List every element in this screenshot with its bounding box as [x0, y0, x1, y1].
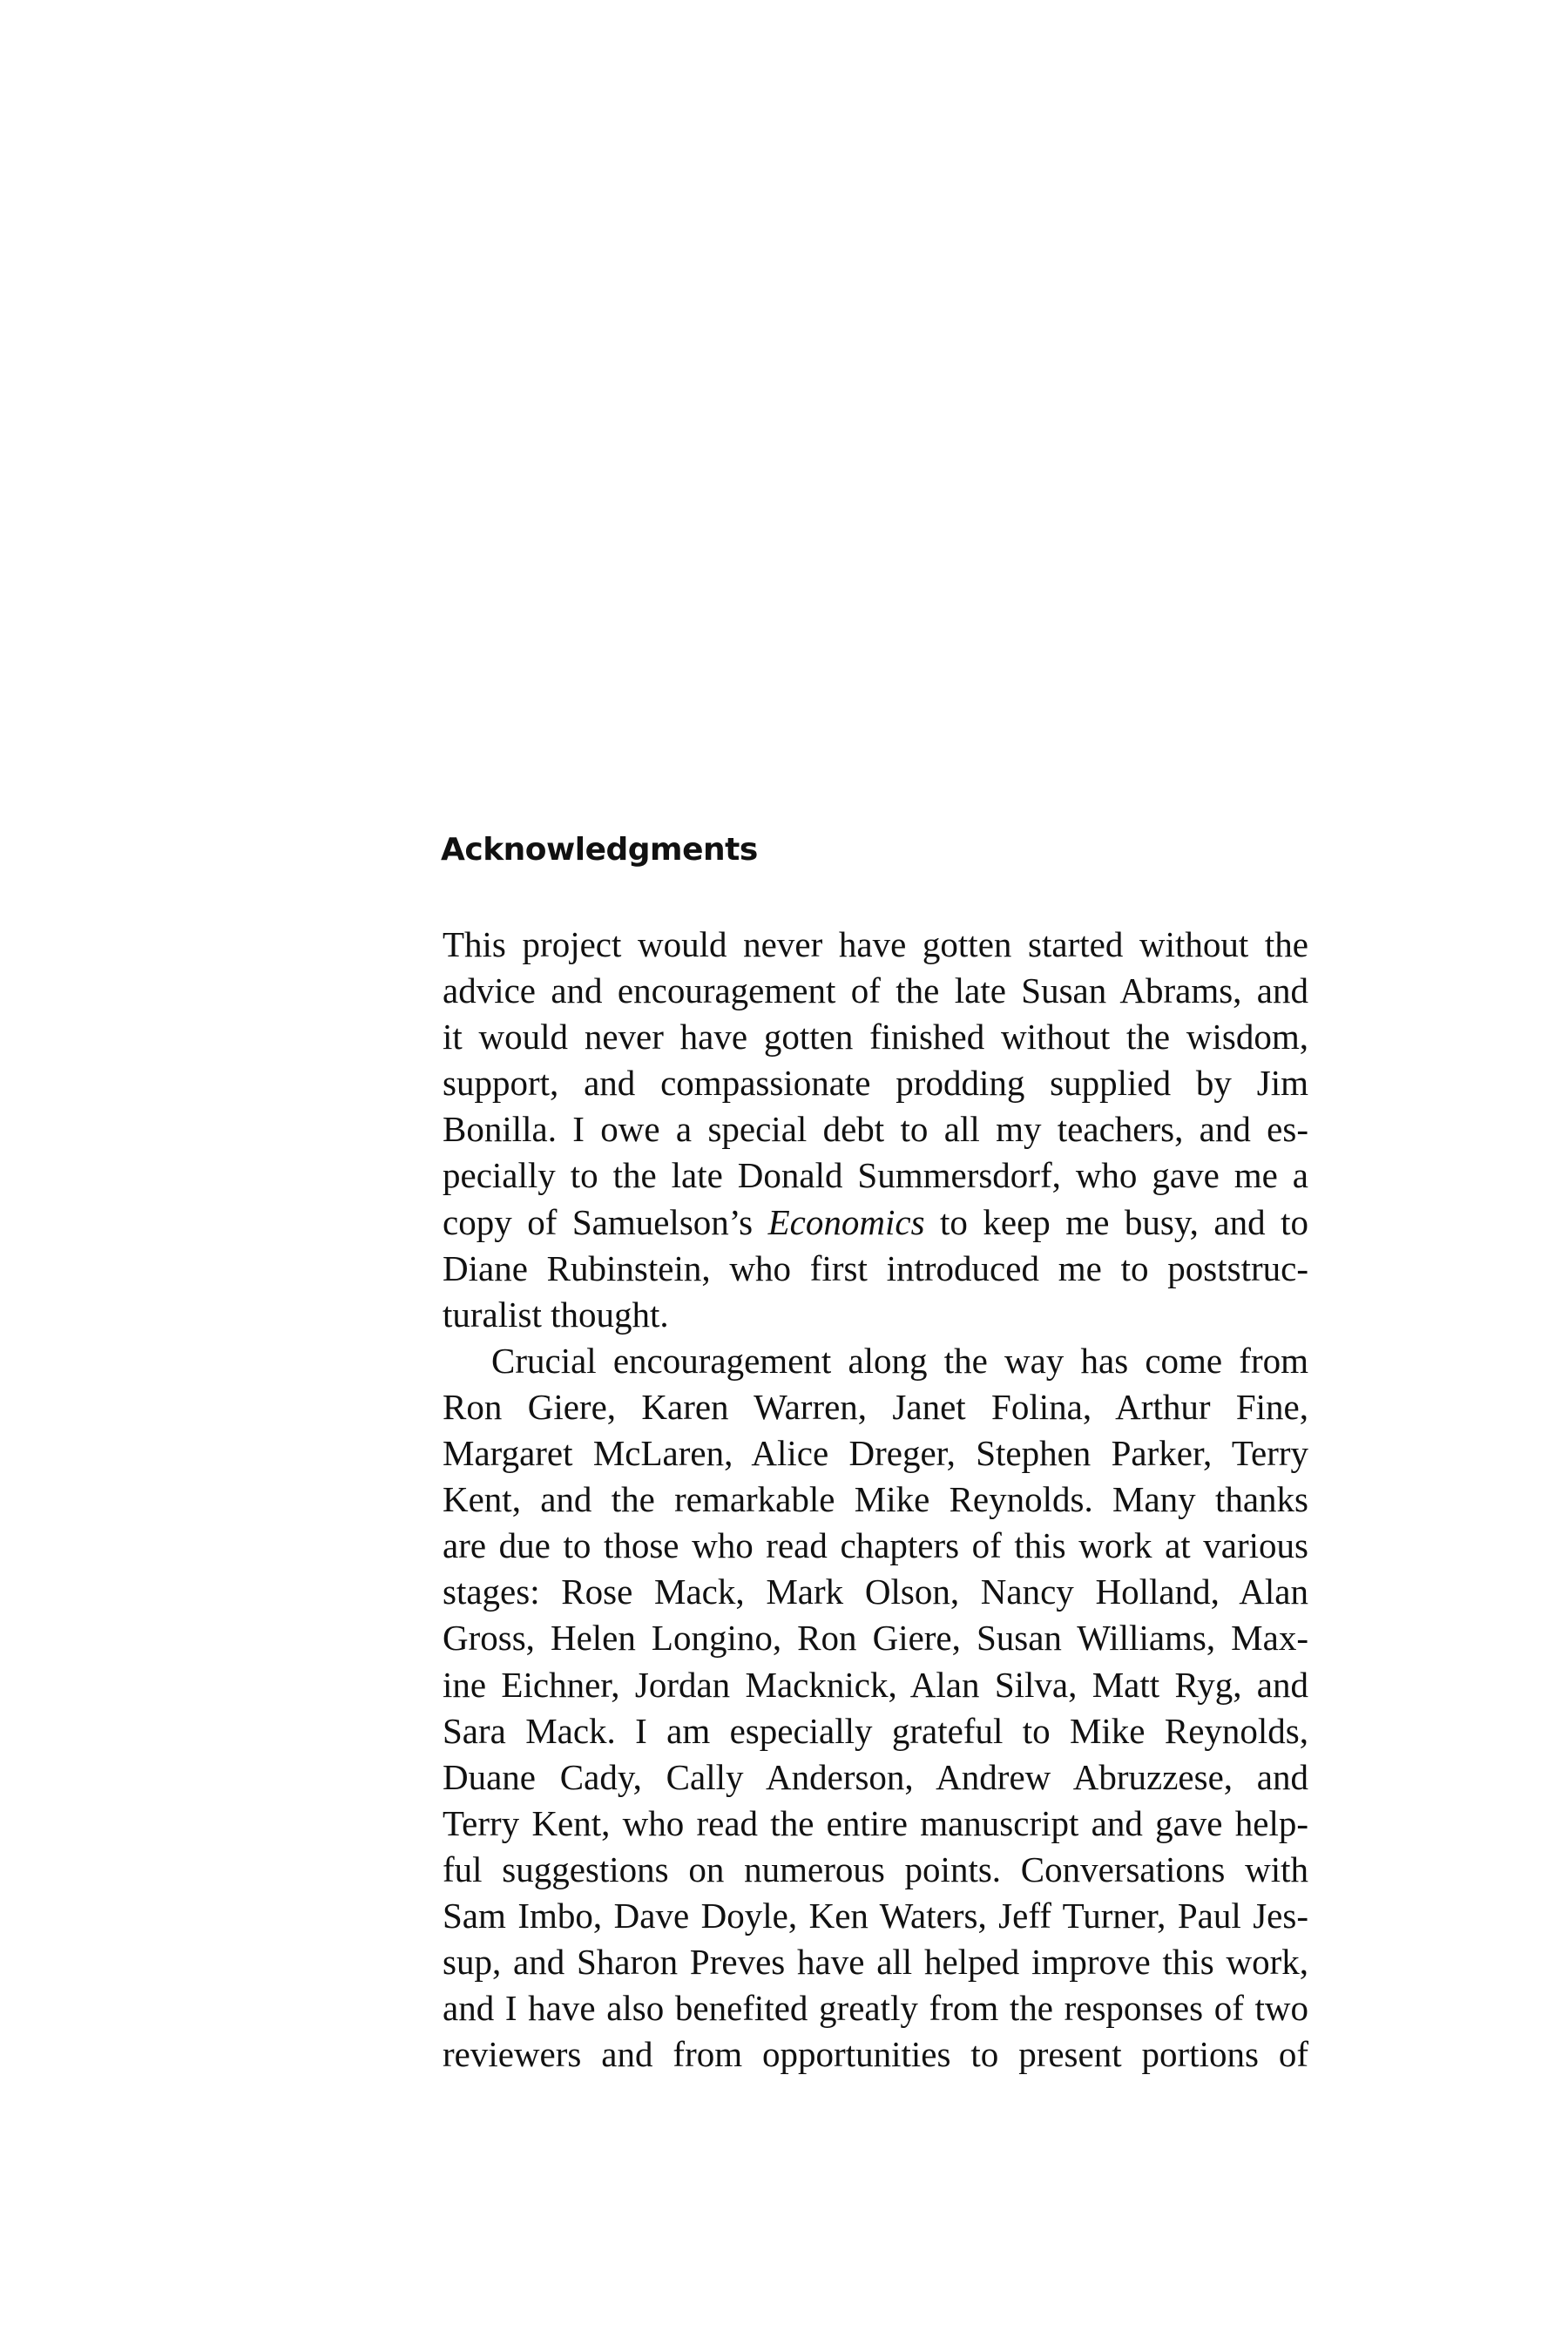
text-segment: copy of Samuelson’s	[443, 1201, 768, 1242]
text-line: stages: Rose Mack, Mark Olson, Nancy Holland, Alan	[443, 1571, 1308, 1612]
text-line: it would never have gotten finished without the wisdom,	[443, 1017, 1308, 1058]
text-line: Margaret McLaren, Alice Dreger, Stephen Parker, Terry	[443, 1433, 1308, 1474]
text-line: advice and encouragement of the late Susan Abrams, and	[443, 970, 1308, 1011]
text-line: support, and compassionate prodding supplied by Jim	[443, 1063, 1308, 1104]
text-line: are due to those who read chapters of this work at various	[443, 1525, 1308, 1566]
text-line: turalist thought.	[443, 1294, 669, 1335]
text-line: pecially to the late Donald Summersdorf, who gave me a	[443, 1155, 1308, 1196]
paragraph-2	[443, 1338, 1308, 2078]
text-line: Sara Mack. I am especially grateful to Mike Reynolds,	[443, 1710, 1308, 1751]
text-line: ine Eichner, Jordan Macknick, Alan Silva, Matt Ryg, and	[443, 1664, 1308, 1705]
text-line: Crucial encouragement along the way has come from	[491, 1340, 1308, 1381]
text-line: Terry Kent, who read the entire manuscript and gave help-	[443, 1802, 1308, 1843]
text-line: Gross, Helen Longino, Ron Giere, Susan Williams, Max-	[443, 1618, 1308, 1659]
text-line: reviewers and from opportunities to present portions of	[443, 2034, 1308, 2075]
text-line	[443, 1200, 1308, 1246]
text-line: and I have also benefited greatly from the responses of two	[443, 1988, 1308, 2029]
text-line: This project would never have gotten started without the	[443, 924, 1308, 964]
text-line: sup, and Sharon Preves have all helped improve this work,	[443, 1942, 1308, 1983]
text-line: Diane Rubinstein, who first introduced me to poststruc-	[443, 1247, 1308, 1288]
book-title-italic: Economics	[767, 1201, 925, 1242]
text-line: Duane Cady, Cally Anderson, Andrew Abruzzese, and	[443, 1756, 1308, 1797]
text-line: Ron Giere, Karen Warren, Janet Folina, Arthur Fine,	[443, 1386, 1308, 1427]
text-line: Kent, and the remarkable Mike Reynolds. Many thanks	[443, 1479, 1308, 1520]
text-segment: to keep me busy, and to	[924, 1201, 1308, 1242]
section-heading: Acknowledgments	[441, 832, 758, 868]
paragraph-1	[443, 922, 1308, 1338]
text-line: ful suggestions on numerous points. Conversations with	[443, 1848, 1308, 1889]
body-text	[443, 922, 1308, 2078]
text-line: Bonilla. I owe a special debt to all my teachers, and es-	[443, 1109, 1308, 1150]
text-line: Sam Imbo, Dave Doyle, Ken Waters, Jeff Turner, Paul Jes-	[443, 1895, 1308, 1936]
